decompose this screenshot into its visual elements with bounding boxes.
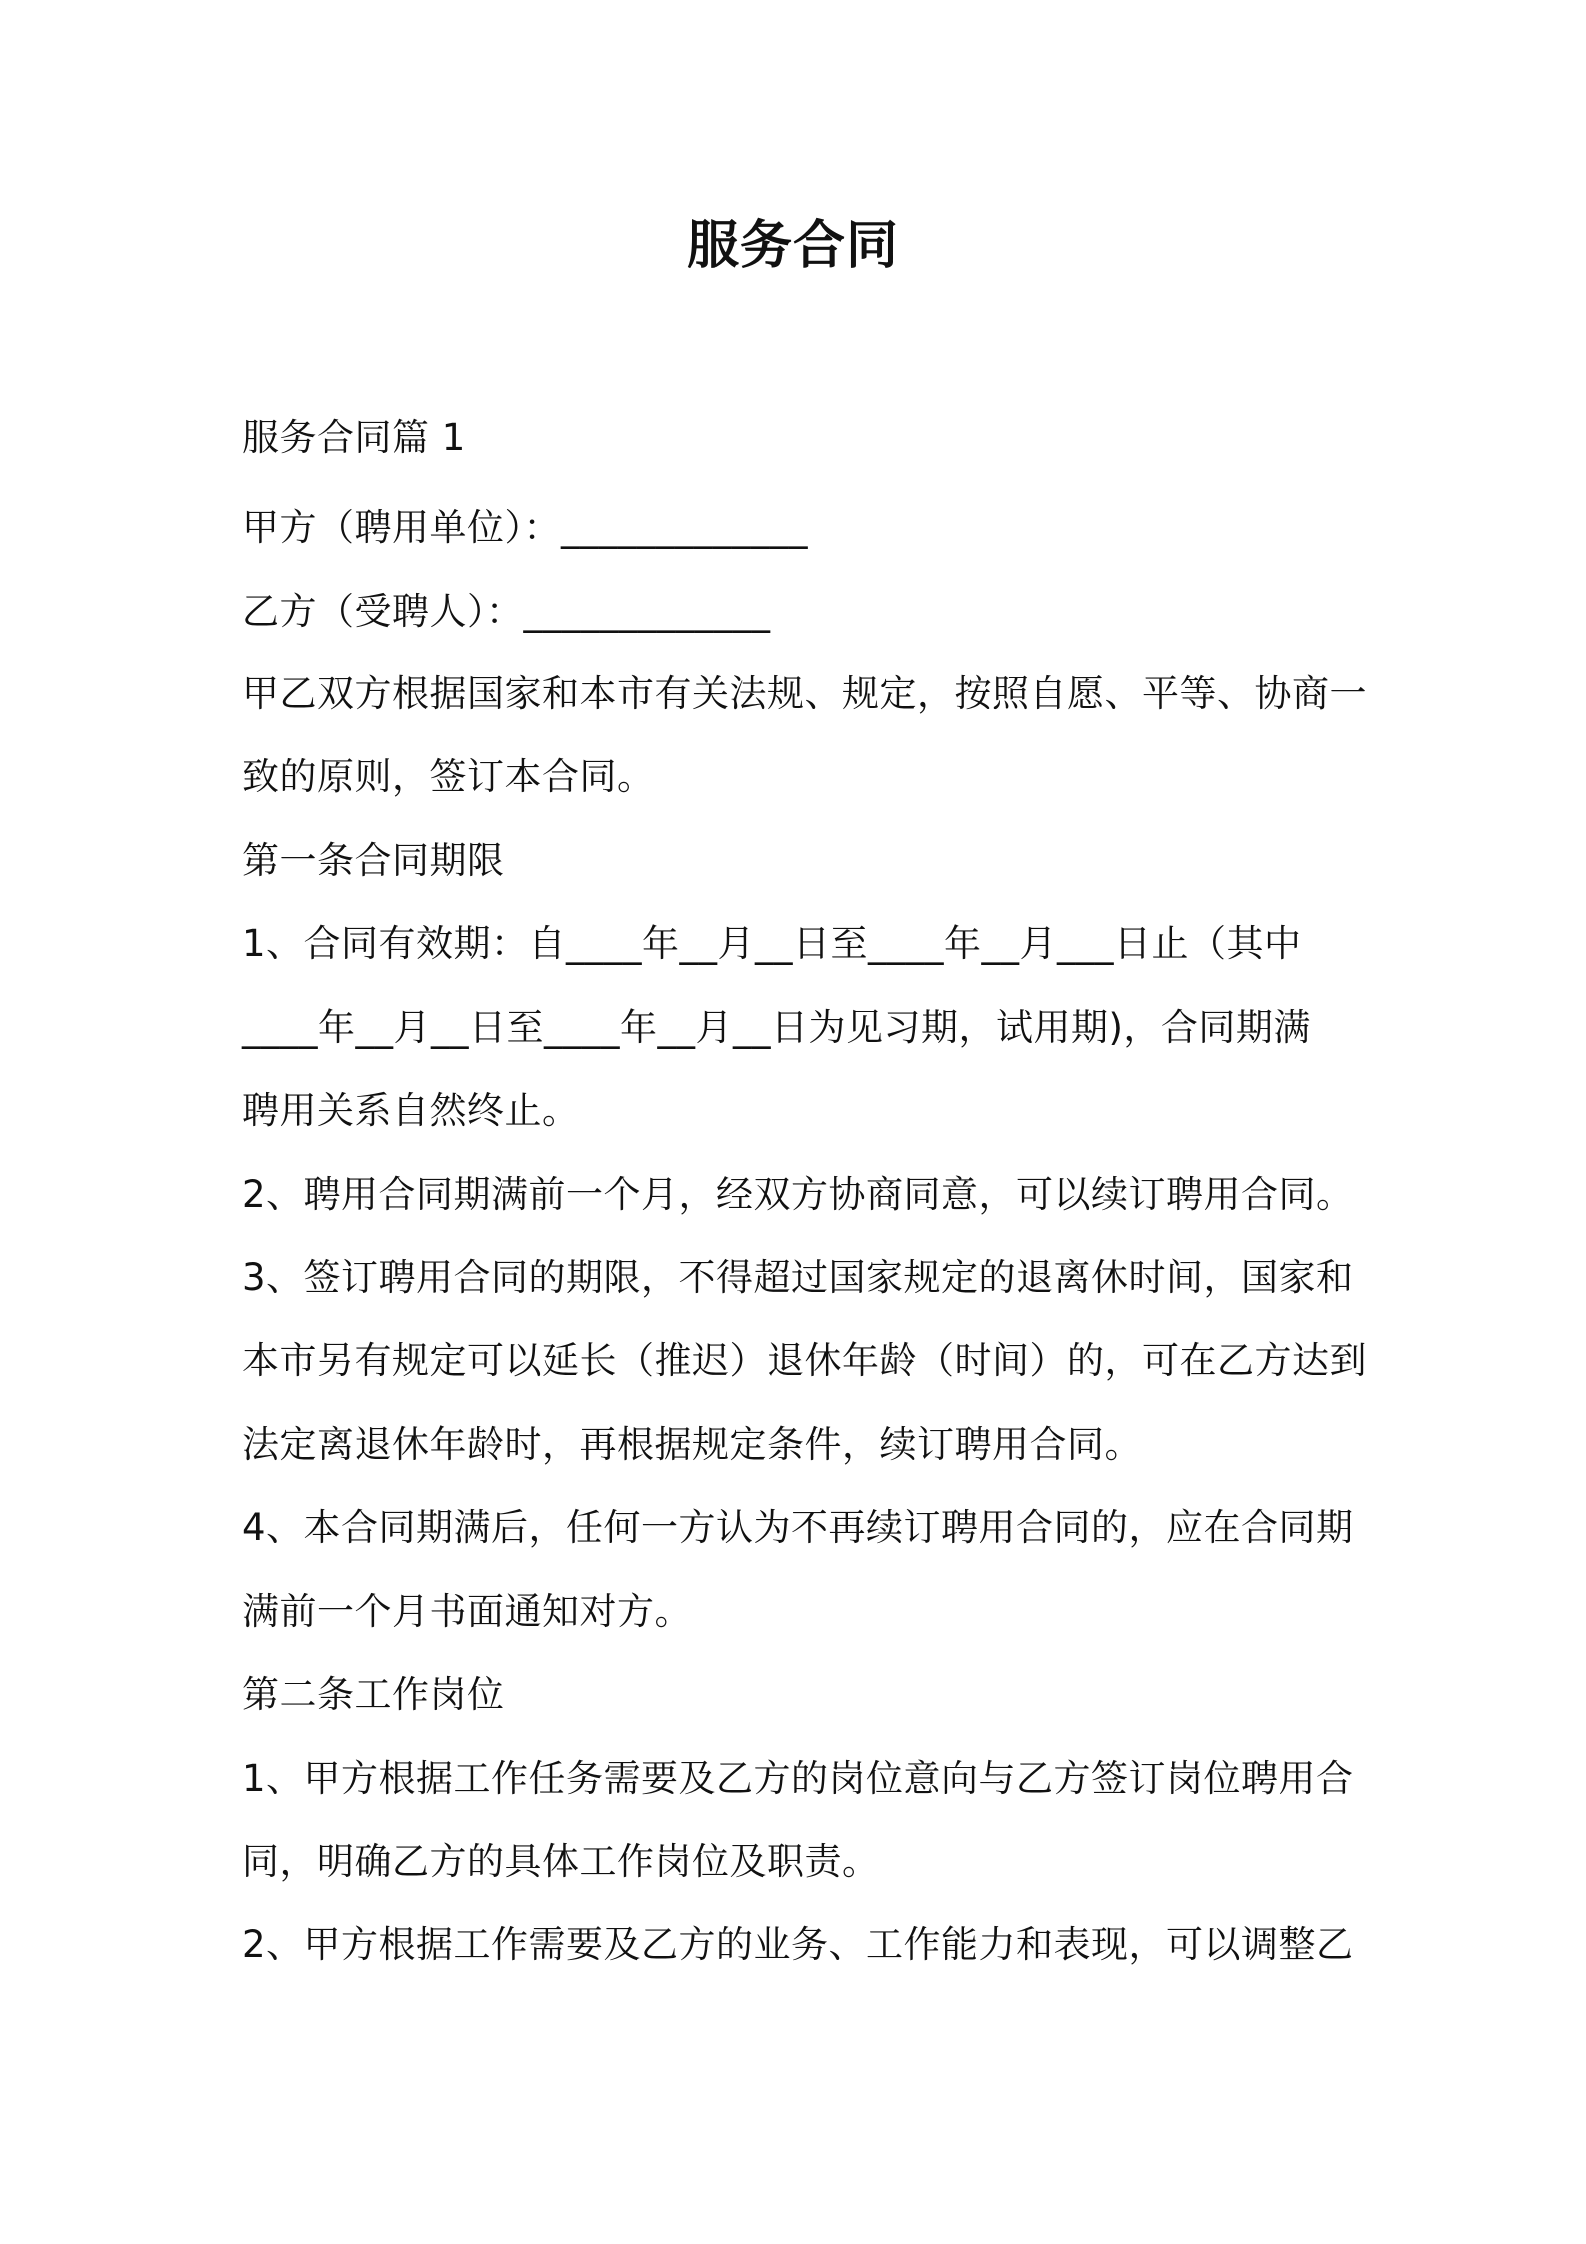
paragraph-line: 1、甲方根据工作任务需要及乙方的岗位意向与乙方签订岗位聘用合 — [242, 1757, 1354, 1800]
party-a-line: 甲方（聘用单位）：_____________ — [242, 506, 808, 549]
paragraph-line: 2、甲方根据工作需要及乙方的业务、工作能力和表现，可以调整乙 — [242, 1923, 1354, 1966]
article-heading: 第二条工作岗位 — [242, 1673, 505, 1716]
paragraph-line: ____年__月__日至____年__月__日为见习期，试用期)，合同期满 — [242, 1006, 1311, 1049]
paragraph-line: 甲乙双方根据国家和本市有关法规、规定，按照自愿、平等、协商一 — [242, 672, 1367, 715]
section-heading: 服务合同篇 1 — [242, 416, 466, 459]
paragraph-line: 法定离退休年龄时，再根据规定条件，续订聘用合同。 — [242, 1423, 1142, 1466]
paragraph-line: 2、聘用合同期满前一个月，经双方协商同意，可以续订聘用合同。 — [242, 1173, 1354, 1216]
party-b-line: 乙方（受聘人）：_____________ — [242, 590, 771, 633]
paragraph-line: 同，明确乙方的具体工作岗位及职责。 — [242, 1840, 880, 1883]
paragraph-line: 满前一个月书面通知对方。 — [242, 1590, 692, 1633]
paragraph-line: 4、本合同期满后，任何一方认为不再续订聘用合同的，应在合同期 — [242, 1506, 1354, 1549]
paragraph-line: 1、合同有效期：自____年__月__日至____年__月___日止（其中 — [242, 922, 1302, 965]
paragraph-line: 聘用关系自然终止。 — [242, 1089, 580, 1132]
paragraph-line: 本市另有规定可以延长（推迟）退休年龄（时间）的，可在乙方达到 — [242, 1339, 1367, 1382]
document-title: 服务合同 — [686, 216, 899, 276]
paragraph-line: 3、签订聘用合同的期限，不得超过国家规定的退离休时间，国家和 — [242, 1256, 1354, 1299]
paragraph-line: 致的原则，签订本合同。 — [242, 755, 655, 798]
article-heading: 第一条合同期限 — [242, 839, 505, 882]
